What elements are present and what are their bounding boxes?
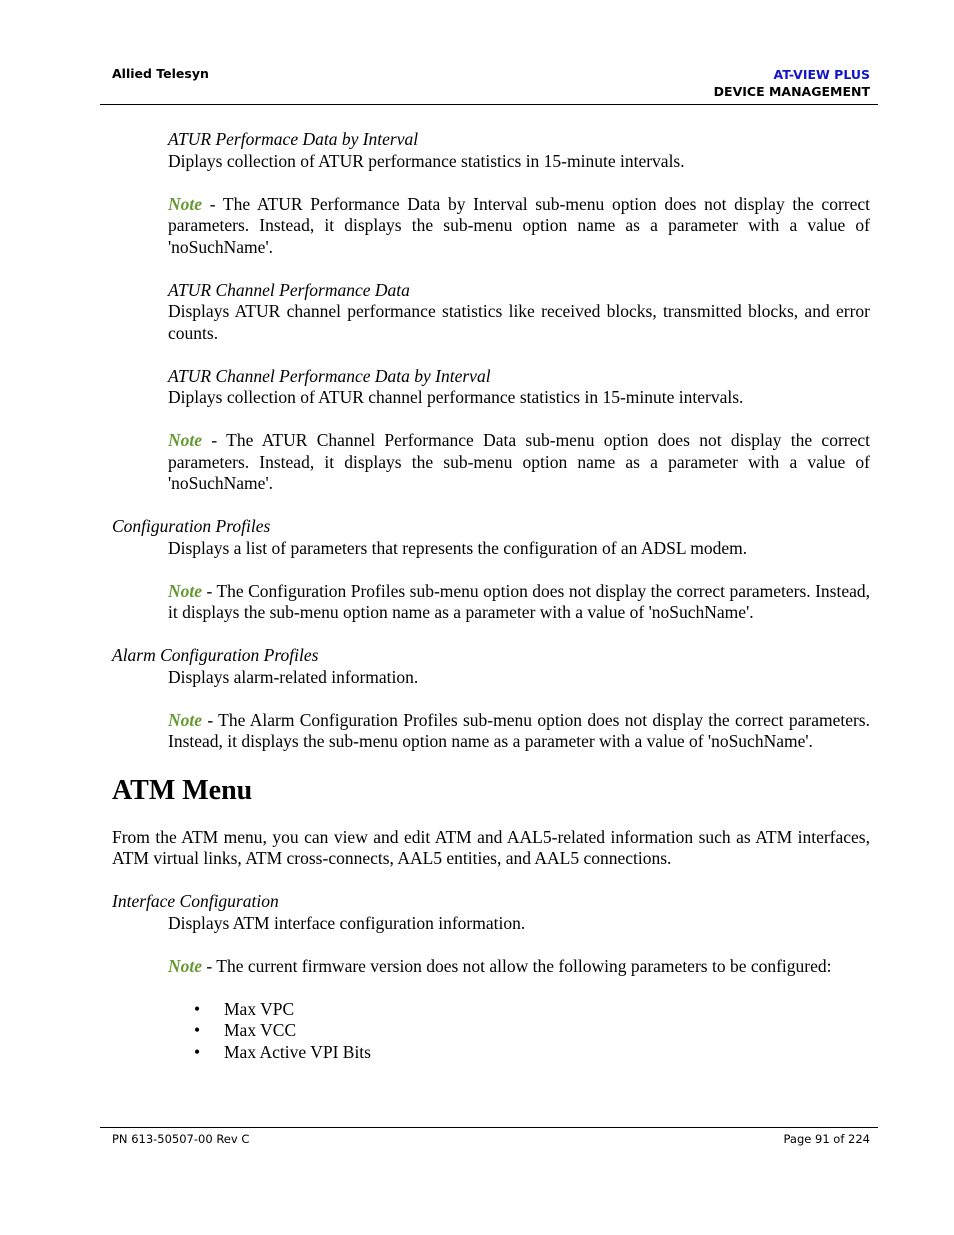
atur-interval-desc: Diplays collection of ATUR performance statistics in 15-minute intervals. [168,150,685,171]
note-label: Note [168,430,203,450]
page-content [112,129,870,1063]
note-2 [168,430,870,495]
note-label: Note [168,955,203,976]
atur-interval-title: ATUR Performace Data by Interval [168,129,419,149]
header-company: Allied Telesyn [112,66,209,81]
note-1-text: - The ATUR Performance Data by Interval sub-menu option does not display the correct parameters. Instead, it displays the sub-menu option name as a parameter with a value of 'noSuchName'. [168,193,870,257]
atur-channel-title: ATUR Channel Performance Data [168,279,410,300]
note-label: Note [168,709,203,730]
atm-intro: From the ATM menu, you can view and edit ATM and AAL5-related information such as ATM interfaces, ATM virtual links, ATM cross-connects, AAL5 entities, and AAL5 connections. [112,826,870,868]
header-rule [100,104,878,105]
atm-menu-heading: ATM Menu [112,774,253,806]
footer-page-number: Page 91 of 224 [783,1132,870,1146]
list-item: • Max VPC [168,999,870,1021]
header-section: DEVICE MANAGEMENT [713,84,870,99]
header-right [714,66,870,100]
header-product: AT-VIEW PLUS [773,67,870,82]
atur-channel-interval-title: ATUR Channel Performance Data by Interval [168,365,491,386]
note-label: Note [168,580,203,601]
interface-config-title: Interface Configuration [112,891,279,911]
atur-channel-interval-desc: Diplays collection of ATUR channel performance statistics in 15-minute intervals. [168,387,744,407]
alarm-profiles-desc: Displays alarm-related information. [168,666,419,687]
config-profiles-desc: Displays a list of parameters that represents the configuration of an ADSL modem. [168,537,748,558]
note-2-text: - The ATUR Channel Performance Data sub-menu option does not display the correct parameters. Instead, it displays the sub-menu option name as a parameter with a value of 'noSuchName'. [168,430,870,493]
list-item: • Max Active VPI Bits [168,1042,870,1064]
note-1 [168,194,870,259]
atur-channel-desc: Displays ATUR channel performance statistics like received blocks, transmitted blocks, and error counts. [168,301,870,343]
interface-config-desc: Displays ATM interface configuration information. [168,912,526,933]
note-label: Note [168,193,203,214]
list-item: • Max VCC [168,1020,870,1042]
note-5 [168,956,870,978]
footer-part-number: PN 613-50507-00 Rev C [112,1132,250,1146]
note-4 [168,710,870,753]
alarm-profiles-title: Alarm Configuration Profiles [112,645,319,665]
note-4-text: - The Alarm Configuration Profiles sub-menu option does not display the correct parameters. Instead, it displays the sub-menu option name as a parameter with a value of 'noSuchName'. [168,709,870,751]
note-5-text: - The current firmware version does not allow the following parameters to be configured: [202,955,832,976]
unconfigurable-params-list [168,999,870,1064]
note-3-text: - The Configuration Profiles sub-menu option does not display the correct parameters. Instead, it displays the sub-menu option name as a parameter with a value of 'noSuchName'. [168,580,870,622]
footer-rule [100,1127,878,1128]
config-profiles-title: Configuration Profiles [112,516,271,536]
note-3 [168,581,870,624]
